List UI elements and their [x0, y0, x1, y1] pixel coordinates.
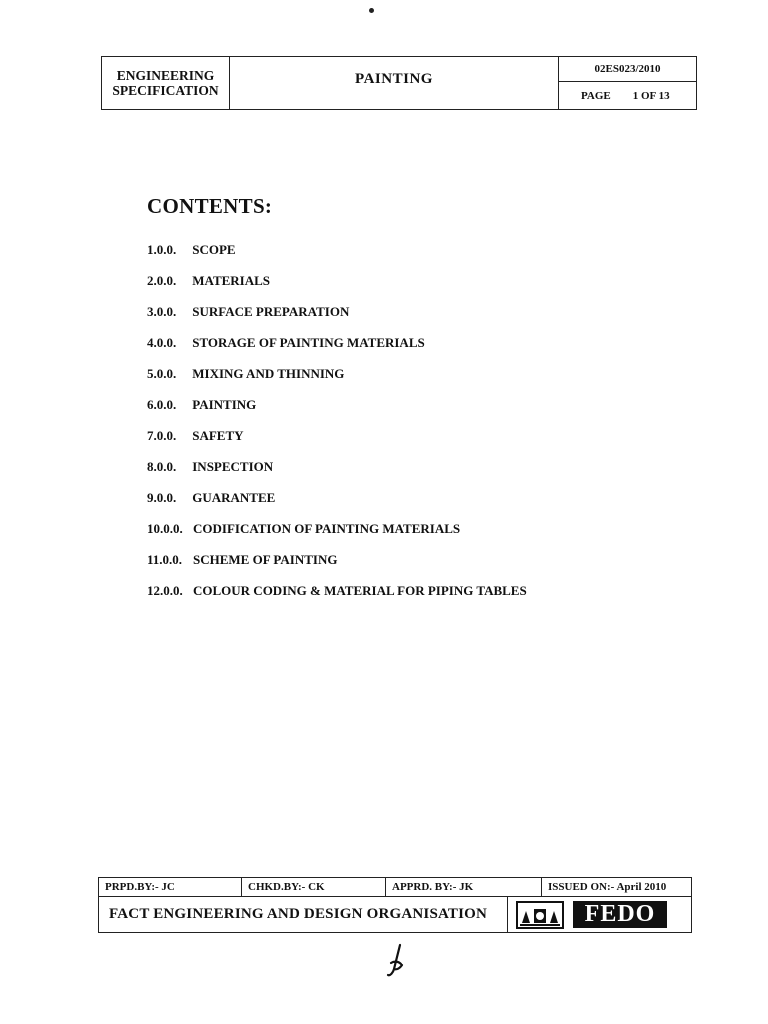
toc-item: 3.0.0. SURFACE PREPARATION	[147, 304, 350, 319]
approval-row	[99, 878, 691, 897]
spec-title: PAINTING	[355, 71, 433, 87]
toc-item: 9.0.0. GUARANTEE	[147, 490, 276, 505]
signature-mark	[382, 943, 410, 984]
spec-type-line1: ENGINEERING	[116, 68, 215, 83]
prepared-by: PRPD.BY:- JC	[105, 881, 175, 893]
page-dot	[369, 8, 374, 13]
doc-info-cell	[558, 57, 696, 109]
spec-type-line2: SPECIFICATION	[112, 83, 219, 98]
toc-item: 5.0.0. MIXING AND THINNING	[147, 366, 345, 381]
spec-title-cell	[230, 57, 558, 109]
toc-item: 8.0.0. INSPECTION	[147, 459, 274, 474]
spec-type-cell	[102, 57, 230, 109]
organisation-name: FACT ENGINEERING AND DESIGN ORGANISATION	[109, 906, 488, 922]
toc-item: 2.0.0. MATERIALS	[147, 273, 271, 288]
toc-item: 11.0.0. SCHEME OF PAINTING	[147, 552, 338, 567]
issued-on: ISSUED ON:- April 2010	[541, 878, 690, 896]
toc-item: 12.0.0. COLOUR CODING & MATERIAL FOR PIPING TABLES	[147, 583, 527, 598]
organisation-row	[99, 897, 691, 932]
contents-heading: CONTENTS:	[147, 194, 273, 218]
fact-logo-icon	[507, 897, 571, 932]
toc-item: 4.0.0. STORAGE OF PAINTING MATERIALS	[147, 335, 425, 350]
doc-code: 02ES023/2010	[559, 57, 696, 82]
checked-by: CHKD.BY:- CK	[241, 878, 385, 896]
toc-item: 10.0.0. CODIFICATION OF PAINTING MATERIALS	[147, 521, 461, 536]
approved-by: APPRD. BY:- JK	[385, 878, 541, 896]
approval-footer-table	[98, 877, 692, 933]
toc-item: 6.0.0. PAINTING	[147, 397, 257, 412]
page-info	[559, 82, 696, 109]
page-label: PAGE	[581, 89, 611, 102]
toc-item: 7.0.0. SAFETY	[147, 428, 244, 443]
table-of-contents	[147, 242, 527, 614]
page-value: 1 OF 13	[632, 89, 670, 102]
fedo-brand-logo: FEDO	[573, 901, 667, 928]
spec-header-table	[101, 56, 697, 110]
toc-item: 1.0.0. SCOPE	[147, 242, 236, 257]
